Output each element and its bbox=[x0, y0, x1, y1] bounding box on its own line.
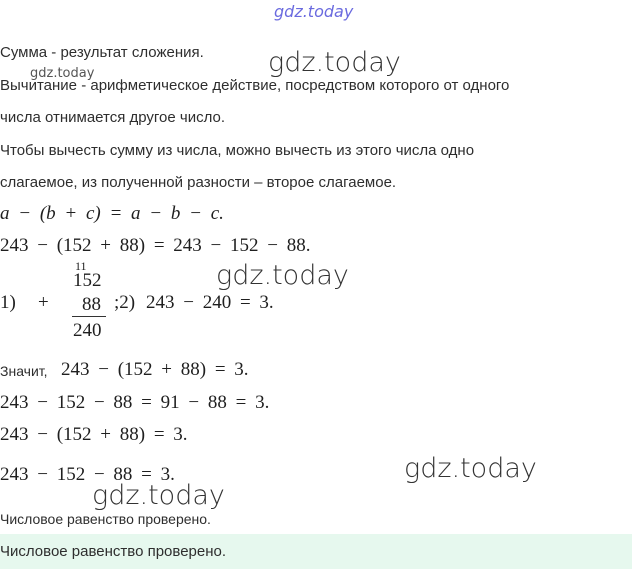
plus-sign: + bbox=[38, 292, 49, 313]
step1-label: 1) bbox=[0, 292, 16, 313]
conclusion-prefix: Значит, bbox=[0, 363, 48, 379]
definition-sum: Сумма - результат сложения. bbox=[0, 44, 204, 61]
definition-subtraction-line1: Вычитание - арифметическое действие, посредством которого от одного bbox=[0, 77, 510, 94]
check-line2: 243 − (152 + 88) = 3. bbox=[0, 424, 188, 445]
carry-digits: 11 bbox=[75, 259, 87, 273]
watermark-1: gdz.today bbox=[268, 47, 401, 78]
watermark-2: gdz.today bbox=[216, 260, 349, 291]
step2-label: ;2) bbox=[114, 292, 136, 313]
check-line3: 243 − 152 − 88 = 3. bbox=[0, 464, 175, 485]
verified-text: Числовое равенство проверено. bbox=[0, 511, 211, 527]
addend-bottom: 88 bbox=[82, 294, 101, 315]
sum-line bbox=[72, 316, 106, 317]
watermark-small: gdz.today bbox=[30, 66, 95, 81]
example-expression: 243 − (152 + 88) = 243 − 152 − 88. bbox=[0, 235, 311, 256]
check-line1: 243 − 152 − 88 = 91 − 88 = 3. bbox=[0, 392, 270, 413]
watermark-4: gdz.today bbox=[92, 480, 225, 511]
step2-expression: 243 − 240 = 3. bbox=[146, 292, 274, 313]
answer-banner bbox=[0, 534, 632, 569]
rule-line2: слагаемое, из полученной разности – второе слагаемое. bbox=[0, 174, 397, 191]
formula: a − (b + c) = a − b − c. bbox=[0, 203, 224, 224]
conclusion-expression: 243 − (152 + 88) = 3. bbox=[61, 359, 249, 380]
watermark-3: gdz.today bbox=[404, 453, 537, 484]
banner-text: Числовое равенство проверено. bbox=[0, 543, 227, 560]
sum-result: 240 bbox=[73, 320, 102, 341]
definition-subtraction-line2: числа отнимается другое число. bbox=[0, 109, 226, 126]
rule-line1: Чтобы вычесть сумму из числа, можно вычесть из этого числа одно bbox=[0, 142, 475, 159]
addend-top: 152 bbox=[73, 270, 102, 291]
watermark-top: gdz.today bbox=[274, 2, 354, 21]
